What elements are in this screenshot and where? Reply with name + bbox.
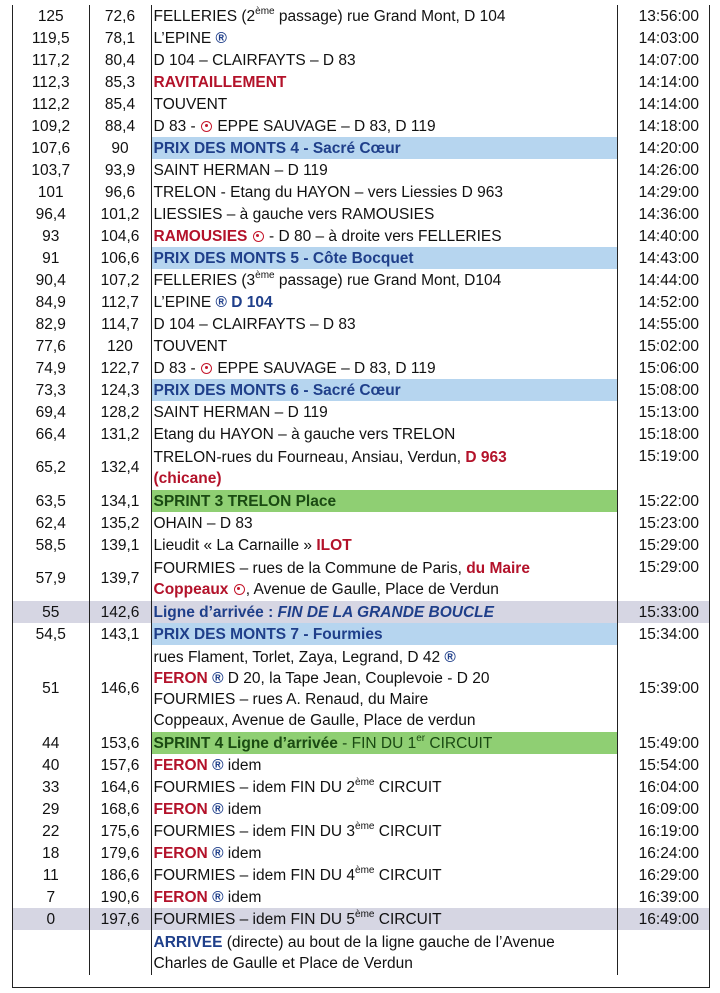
km-done: 120 (89, 335, 151, 357)
km-done: 72,6 (89, 5, 151, 27)
passage-time: 16:09:00 (638, 800, 699, 818)
sprint-label: SPRINT 3 TRELON Place (151, 490, 617, 512)
km-remaining: 58,5 (13, 534, 89, 556)
table-row (13, 247, 709, 269)
km-done: 139,1 (89, 534, 151, 556)
sprint-label: SPRINT 4 Ligne d’arrivée - FIN DU 1er CIRCUIT (151, 732, 617, 754)
km-done: 78,1 (89, 27, 151, 49)
km-done: 131,2 (89, 423, 151, 445)
km-done: 190,6 (89, 886, 151, 908)
table-row (13, 115, 709, 137)
table-row (13, 203, 709, 225)
km-remaining: 73,3 (13, 379, 89, 401)
registered-icon: ® (212, 844, 224, 862)
route-description: FERON ® idem (151, 886, 617, 908)
table-row (13, 556, 709, 601)
mountain-prize-label: PRIX DES MONTS 4 - Sacré Cœur (151, 137, 617, 159)
km-remaining: 112,2 (13, 93, 89, 115)
passage-time: 15:29:00 (638, 536, 699, 554)
passage-time: 16:04:00 (638, 778, 699, 796)
passage-time: 15:33:00 (617, 601, 709, 623)
target-circle-icon (201, 363, 212, 374)
passage-time: 14:43:00 (638, 249, 699, 267)
route-description: D 83 - EPPE SAUVAGE – D 83, D 119 (151, 357, 617, 379)
passage-time (617, 930, 709, 975)
km-remaining: 103,7 (13, 159, 89, 181)
passage-time: 13:56:00 (638, 7, 699, 25)
route-description: L’EPINE ® D 104 (151, 291, 617, 313)
route-description: FERON ® idem (151, 842, 617, 864)
table-row (13, 181, 709, 203)
km-done: 168,6 (89, 798, 151, 820)
km-done: 88,4 (89, 115, 151, 137)
table-row (13, 357, 709, 379)
passage-time: 14:29:00 (638, 183, 699, 201)
km-done: 80,4 (89, 49, 151, 71)
registered-icon: ® (215, 29, 227, 47)
km-done (89, 930, 151, 975)
registered-icon: ® (212, 669, 224, 687)
km-done: 146,6 (89, 645, 151, 732)
km-done: 134,1 (89, 490, 151, 512)
km-done: 90 (89, 137, 151, 159)
passage-time: 16:39:00 (638, 888, 699, 906)
arrival-note: ARRIVEE (directe) au bout de la ligne gauche de l’Avenue Charles de Gaulle et Place de Verdun (151, 930, 617, 975)
km-done: 164,6 (89, 776, 151, 798)
km-remaining: 107,6 (13, 137, 89, 159)
route-description: FELLERIES (3ème passage) rue Grand Mont, D104 (151, 269, 617, 291)
passage-time: 16:19:00 (638, 822, 699, 840)
km-remaining: 62,4 (13, 512, 89, 534)
passage-time: 15:13:00 (638, 403, 699, 421)
table-row (13, 335, 709, 357)
table-row (13, 5, 709, 27)
km-remaining: 101 (13, 181, 89, 203)
route-description: SAINT HERMAN – D 119 (151, 159, 617, 181)
route-description: TOUVENT (151, 93, 617, 115)
km-done: 106,6 (89, 247, 151, 269)
km-remaining: 117,2 (13, 49, 89, 71)
table-row (13, 313, 709, 335)
route-description: Etang du HAYON – à gauche vers TRELON (151, 423, 617, 445)
table-row (13, 379, 709, 401)
table-row (13, 886, 709, 908)
table-row (13, 269, 709, 291)
passage-time: 14:36:00 (638, 205, 699, 223)
finish-line-label: Ligne d’arrivée : FIN DE LA GRANDE BOUCLE (151, 601, 617, 623)
table-row (13, 291, 709, 313)
table-row (13, 423, 709, 445)
km-done: 93,9 (89, 159, 151, 181)
km-remaining: 65,2 (13, 445, 89, 490)
km-done: 104,6 (89, 225, 151, 247)
km-remaining: 77,6 (13, 335, 89, 357)
mountain-prize-label: PRIX DES MONTS 6 - Sacré Cœur (151, 379, 617, 401)
km-done: 197,6 (89, 908, 151, 930)
table-row (13, 27, 709, 49)
km-remaining: 91 (13, 247, 89, 269)
table-row (13, 930, 709, 975)
route-description: D 83 - EPPE SAUVAGE – D 83, D 119 (151, 115, 617, 137)
table-row (13, 49, 709, 71)
km-done: 142,6 (89, 601, 151, 623)
passage-time: 14:03:00 (638, 29, 699, 47)
table-row (13, 137, 709, 159)
route-description: Lieudit « La Carnaille » ILOT (151, 534, 617, 556)
km-remaining: 57,9 (13, 556, 89, 601)
registered-icon: ® (212, 800, 224, 818)
km-remaining: 66,4 (13, 423, 89, 445)
route-description: OHAIN – D 83 (151, 512, 617, 534)
route-description: TRELON - Etang du HAYON – vers Liessies D 963 (151, 181, 617, 203)
km-remaining: 18 (13, 842, 89, 864)
table-row (13, 225, 709, 247)
route-description: TOUVENT (151, 335, 617, 357)
table-row (13, 445, 709, 490)
km-remaining: 33 (13, 776, 89, 798)
route-description: RAMOUSIES - D 80 – à droite vers FELLERIES (151, 225, 617, 247)
km-remaining: 29 (13, 798, 89, 820)
km-remaining: 55 (13, 601, 89, 623)
route-description: rues Flament, Torlet, Zaya, Legrand, D 42 ® FERON ® D 20, la Tape Jean, Couplevoie - D 20 FOURMIES – rues A. Renaud, du Maire Coppeaux, Avenue de Gaulle, Place de verdun (151, 645, 617, 732)
table-row (13, 754, 709, 776)
passage-time: 14:26:00 (638, 161, 699, 179)
mountain-prize-label: PRIX DES MONTS 5 - Côte Bocquet (151, 247, 617, 269)
target-circle-icon (234, 584, 245, 595)
km-remaining: 119,5 (13, 27, 89, 49)
passage-time: 15:23:00 (638, 514, 699, 532)
table-row (13, 159, 709, 181)
km-done: 179,6 (89, 842, 151, 864)
passage-time: 15:49:00 (638, 734, 699, 752)
registered-icon: ® (215, 293, 227, 311)
route-description: FELLERIES (2ème passage) rue Grand Mont, D 104 (151, 5, 617, 27)
table-row (13, 908, 709, 930)
passage-time: 15:08:00 (638, 381, 699, 399)
passage-time: 15:34:00 (638, 625, 699, 643)
route-description: L’EPINE ® (151, 27, 617, 49)
target-circle-icon (201, 121, 212, 132)
table-row (13, 842, 709, 864)
table-row (13, 93, 709, 115)
table-row (13, 864, 709, 886)
route-description: FOURMIES – rues de la Commune de Paris, du Maire Coppeaux , Avenue de Gaulle, Place de Verdun (151, 556, 617, 601)
km-done: 186,6 (89, 864, 151, 886)
passage-time: 14:18:00 (638, 117, 699, 135)
table-row (13, 776, 709, 798)
passage-time: 15:06:00 (638, 359, 699, 377)
table-row (13, 490, 709, 512)
passage-time: 15:39:00 (638, 680, 699, 697)
route-description: FOURMIES – idem FIN DU 4ème CIRCUIT (151, 864, 617, 886)
table-row (13, 798, 709, 820)
km-done: 96,6 (89, 181, 151, 203)
registered-icon: ® (444, 648, 456, 666)
passage-time: 15:02:00 (638, 337, 699, 355)
passage-time: 14:14:00 (638, 73, 699, 91)
passage-time: 14:44:00 (638, 271, 699, 289)
passage-time: 14:52:00 (638, 293, 699, 311)
km-remaining: 74,9 (13, 357, 89, 379)
route-description: SAINT HERMAN – D 119 (151, 401, 617, 423)
table-row (13, 534, 709, 556)
route-description: FOURMIES – idem FIN DU 5ème CIRCUIT (151, 908, 617, 930)
km-remaining: 22 (13, 820, 89, 842)
km-remaining: 51 (13, 645, 89, 732)
km-remaining: 125 (13, 5, 89, 27)
km-remaining: 93 (13, 225, 89, 247)
table-row (13, 645, 709, 732)
km-done: 132,4 (89, 445, 151, 490)
registered-icon: ® (212, 756, 224, 774)
km-done: 139,7 (89, 556, 151, 601)
km-done: 135,2 (89, 512, 151, 534)
km-done: 153,6 (89, 732, 151, 754)
passage-time: 16:29:00 (638, 866, 699, 884)
passage-time: 15:19:00 (638, 447, 699, 465)
km-remaining: 90,4 (13, 269, 89, 291)
table-row (13, 71, 709, 93)
passage-time: 14:14:00 (638, 95, 699, 113)
route-description: FERON ® idem (151, 754, 617, 776)
km-done: 107,2 (89, 269, 151, 291)
km-done: 85,4 (89, 93, 151, 115)
passage-time: 15:18:00 (638, 425, 699, 443)
table-row (13, 732, 709, 754)
race-itinerary-table (12, 5, 710, 988)
km-remaining: 0 (13, 908, 89, 930)
route-description: FERON ® idem (151, 798, 617, 820)
itinerary-table (13, 5, 709, 975)
table-row (13, 401, 709, 423)
passage-time: 14:55:00 (638, 315, 699, 333)
table-row (13, 601, 709, 623)
km-remaining: 112,3 (13, 71, 89, 93)
passage-time: 15:29:00 (638, 558, 699, 576)
route-description: D 104 – CLAIRFAYTS – D 83 (151, 313, 617, 335)
passage-time: 16:49:00 (617, 908, 709, 930)
km-done: 122,7 (89, 357, 151, 379)
km-remaining (13, 930, 89, 975)
registered-icon: ® (212, 888, 224, 906)
km-remaining: 69,4 (13, 401, 89, 423)
route-description: TRELON-rues du Fourneau, Ansiau, Verdun, D 963 (chicane) (151, 445, 617, 490)
route-description: LIESSIES – à gauche vers RAMOUSIES (151, 203, 617, 225)
mountain-prize-label: PRIX DES MONTS 7 - Fourmies (151, 623, 617, 645)
passage-time: 15:54:00 (638, 756, 699, 774)
km-done: 124,3 (89, 379, 151, 401)
passage-time: 14:40:00 (638, 227, 699, 245)
km-remaining: 7 (13, 886, 89, 908)
passage-time: 14:07:00 (638, 51, 699, 69)
route-description: FOURMIES – idem FIN DU 3ème CIRCUIT (151, 820, 617, 842)
km-done: 101,2 (89, 203, 151, 225)
passage-time: 16:24:00 (638, 844, 699, 862)
km-done: 143,1 (89, 623, 151, 645)
table-row (13, 623, 709, 645)
km-done: 112,7 (89, 291, 151, 313)
km-done: 128,2 (89, 401, 151, 423)
route-description: D 104 – CLAIRFAYTS – D 83 (151, 49, 617, 71)
km-remaining: 82,9 (13, 313, 89, 335)
km-done: 85,3 (89, 71, 151, 93)
km-remaining: 11 (13, 864, 89, 886)
km-remaining: 96,4 (13, 203, 89, 225)
km-remaining: 40 (13, 754, 89, 776)
passage-time: 15:22:00 (638, 492, 699, 510)
km-remaining: 63,5 (13, 490, 89, 512)
table-row (13, 512, 709, 534)
km-done: 114,7 (89, 313, 151, 335)
km-done: 175,6 (89, 820, 151, 842)
km-done: 157,6 (89, 754, 151, 776)
table-row (13, 820, 709, 842)
route-description: RAVITAILLEMENT (151, 71, 617, 93)
target-circle-icon (253, 231, 264, 242)
passage-time: 14:20:00 (638, 139, 699, 157)
route-description: FOURMIES – idem FIN DU 2ème CIRCUIT (151, 776, 617, 798)
km-remaining: 44 (13, 732, 89, 754)
km-remaining: 84,9 (13, 291, 89, 313)
km-remaining: 109,2 (13, 115, 89, 137)
km-remaining: 54,5 (13, 623, 89, 645)
